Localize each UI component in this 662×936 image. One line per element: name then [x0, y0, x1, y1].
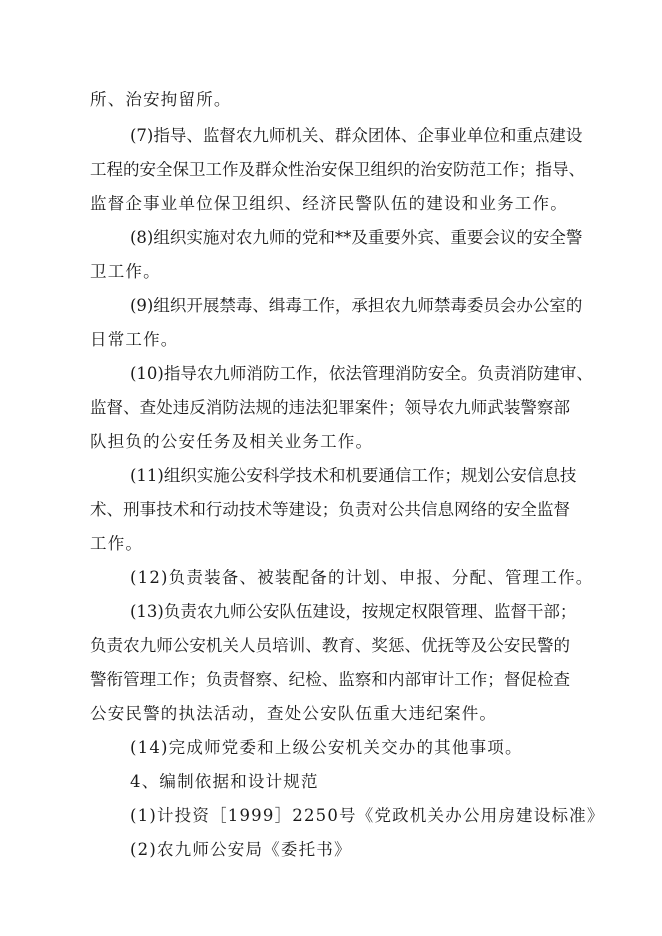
- text-line: 日常工作。: [90, 330, 179, 349]
- text-line: (11)组织实施公安科学技术和机要通信工作；规划公安信息技: [130, 466, 577, 485]
- text-line: (12)负责装备、被装配备的计划、申报、分配、管理工作。: [130, 568, 594, 587]
- text-line: 术、刑事技术和行动技术等建设；负责对公共信息网络的安全监督: [90, 500, 570, 519]
- text-line: (2)农九师公安局《委托书》: [130, 840, 352, 859]
- text-line: 公安民警的执法活动，查处公安队伍重大违纪案件。: [90, 704, 498, 723]
- text-line: 监督、查处违反消防法规的违法犯罪案件；领导农九师武装警察部: [90, 398, 570, 417]
- text-line: 卫工作。: [90, 262, 161, 281]
- section-heading: 4、编制依据和设计规范: [130, 772, 319, 791]
- text-line: 队担负的公安任务及相关业务工作。: [90, 432, 374, 451]
- text-line: 工程的安全保卫工作及群众性治安保卫组织的治安防范工作；指导、: [90, 160, 585, 179]
- text-line: (7)指导、监督农九师机关、群众团体、企事业单位和重点建设: [130, 126, 583, 145]
- text-line: (14)完成师党委和上级公安机关交办的其他事项。: [130, 738, 523, 757]
- text-line: 工作。: [90, 534, 144, 553]
- text-line: 警衔管理工作；负责督察、纪检、监察和内部审计工作；督促检查: [90, 670, 570, 689]
- text-line: (10)指导农九师消防工作，依法管理消防安全。负责消防建审、: [130, 364, 593, 383]
- text-line: 所、治安拘留所。: [90, 90, 232, 109]
- text-line: (9)组织开展禁毒、缉毒工作，承担农九师禁毒委员会办公室的: [130, 296, 583, 315]
- text-line: 监督企事业单位保卫组织、经济民警队伍的建设和业务工作。: [90, 194, 568, 213]
- text-line: 负责农九师公安机关人员培训、教育、奖惩、优抚等及公安民警的: [90, 636, 570, 655]
- text-line: (1)计投资［1999］2250号《党政机关办公用房建设标准》: [130, 806, 605, 825]
- text-line: (13)负责农九师公安队伍建设，按规定权限管理、监督干部；: [130, 602, 577, 621]
- text-line: (8)组织实施对农九师的党和**及重要外宾、重要会议的安全警: [130, 228, 583, 247]
